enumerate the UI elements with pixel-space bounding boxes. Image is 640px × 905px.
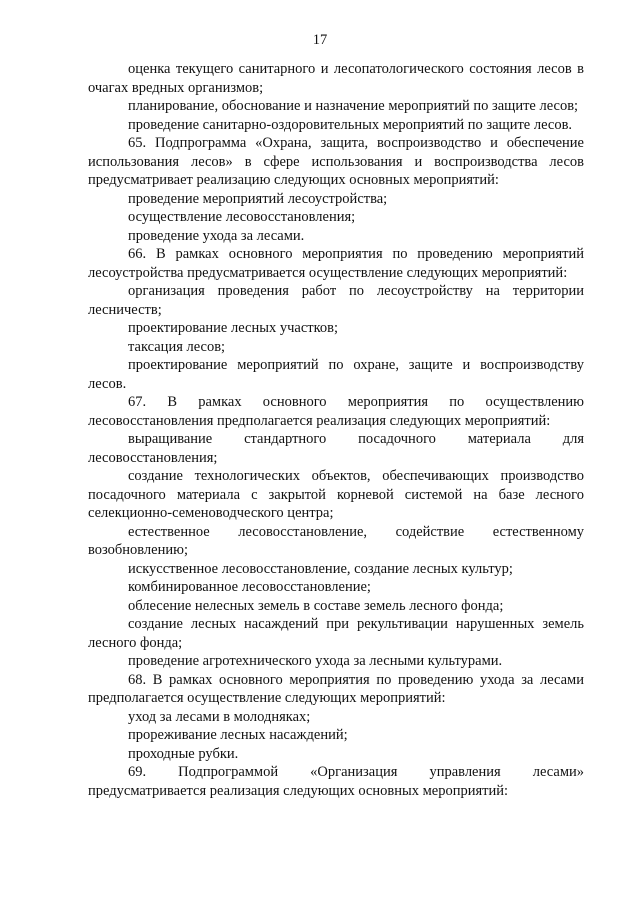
paragraph-67: 67. В рамках основного мероприятия по осуществлению лесовосстановления предполагается реализация следующих мероприятий: [88, 394, 584, 429]
paragraph: организация проведения работ по лесоустройству на территории лесничеств; [88, 283, 584, 318]
paragraph: проведение агротехнического ухода за лесными культурами. [128, 653, 503, 669]
paragraph: таксация лесов; [128, 338, 226, 355]
page-number: 17 [312, 32, 328, 48]
paragraph: облесение нелесных земель в составе земель лесного фонда; [128, 597, 504, 614]
paragraph: оценка текущего санитарного и лесопатологического состояния лесов в очагах вредных организмов; [88, 61, 584, 96]
paragraph: естественное лесовосстановление, содействие естественному возобновлению; [88, 523, 584, 558]
paragraph: искусственное лесовосстановление, создание лесных культур; [128, 560, 513, 577]
paragraph: создание лесных насаждений при рекультивации нарушенных земель лесного фонда; [88, 616, 584, 651]
paragraph-65: 65. Подпрограмма «Охрана, защита, воспроизводство и обеспечение использования лесов» в сфере использования и воспроизводства лесов предусматривает реализацию следующих основных мероприятий: [88, 135, 584, 188]
paragraph: комбинированное лесовосстановление; [128, 579, 371, 595]
paragraph: выращивание стандартного посадочного материала для лесовосстановления; [88, 431, 584, 466]
paragraph: планирование, обоснование и назначение мероприятий по защите лесов; [128, 98, 579, 114]
paragraph-66: 66. В рамках основного мероприятия по проведению мероприятий лесоустройства предусматривается осуществление следующих мероприятий: [88, 246, 584, 281]
paragraph: проектирование мероприятий по охране, защите и воспроизводству лесов. [88, 357, 584, 392]
paragraph: проведение санитарно-оздоровительных мероприятий по защите лесов. [128, 116, 573, 133]
paragraph-68: 68. В рамках основного мероприятия по проведению ухода за лесами предполагается осуществление следующих мероприятий: [88, 671, 584, 706]
paragraph: создание технологических объектов, обеспечивающих производство посадочного материала с закрытой корневой системой на базе лесного селекционно-семеноводческого центра; [88, 468, 584, 521]
paragraph: уход за лесами в молодняках; [128, 708, 311, 725]
paragraph: прореживание лесных насаждений; [128, 727, 348, 743]
paragraph: проектирование лесных участков; [128, 320, 339, 336]
paragraph-69: 69. Подпрограммой «Организация управления лесами» предусматривается реализация следующих основных мероприятий: [88, 764, 584, 799]
document-body [88, 60, 584, 800]
paragraph: проведение ухода за лесами. [128, 227, 305, 244]
paragraph: проходные рубки. [128, 745, 239, 762]
paragraph: осуществление лесовосстановления; [128, 209, 356, 225]
paragraph: проведение мероприятий лесоустройства; [128, 190, 388, 207]
